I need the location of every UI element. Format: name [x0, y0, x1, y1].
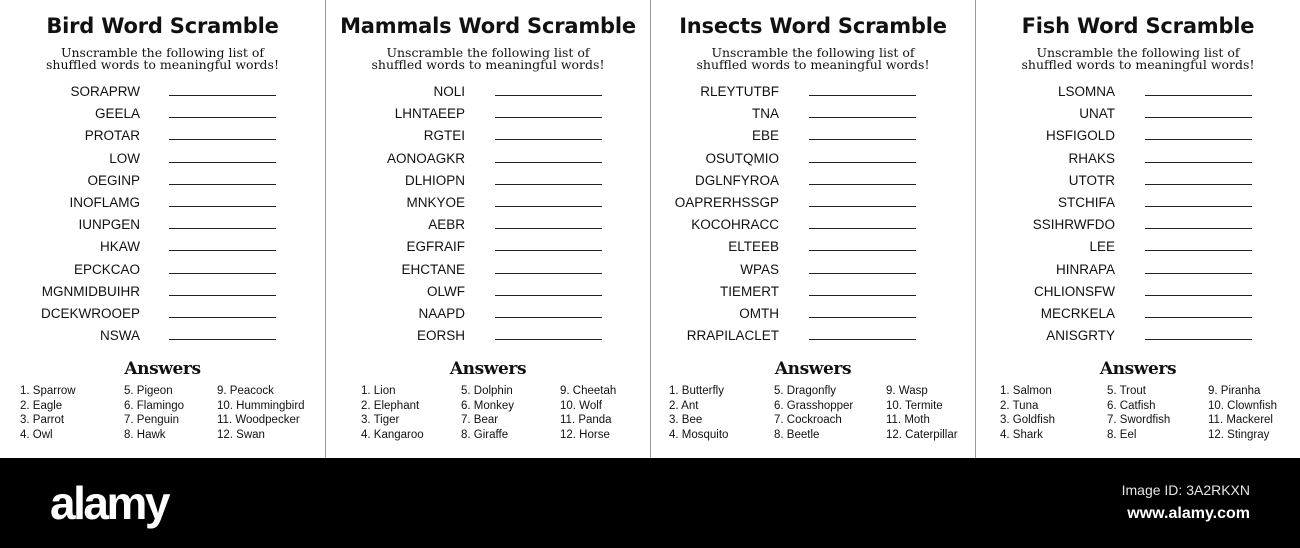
answer-blank-line — [1145, 162, 1252, 163]
scrambled-word: ANISGRTY — [1046, 328, 1115, 344]
answer-column — [1000, 384, 1055, 442]
word-row — [326, 328, 650, 350]
scrambled-word: MNKYOE — [406, 194, 465, 210]
word-row — [326, 217, 650, 239]
scrambled-word-list — [0, 84, 325, 350]
answer-item: 1. Lion — [361, 385, 396, 397]
scrambled-word: EPCKCAO — [73, 261, 140, 277]
word-row — [651, 84, 975, 106]
panel-instructions: Unscramble the following list of shuffled words to meaningful words! — [46, 45, 279, 72]
scrambled-word: OSUTQMIO — [705, 150, 779, 166]
answer-blank-line — [809, 228, 916, 229]
answer-blank-line — [495, 228, 602, 229]
scrambled-word: OMTH — [739, 305, 779, 321]
scrambled-word: OAPRERHSSGP — [674, 194, 779, 210]
answer-blank-line — [169, 295, 276, 296]
answer-item: 3. Tiger — [361, 414, 400, 427]
answer-blank-line — [169, 162, 276, 163]
answer-item: 10. Clownfish — [1208, 399, 1278, 412]
answer-blank-line — [495, 206, 602, 207]
image-id-label: Image ID: 3A2RKXN — [1121, 482, 1250, 498]
answer-column — [1208, 384, 1277, 442]
word-row — [326, 262, 650, 284]
answer-blank-line — [495, 117, 602, 118]
answer-item: 8. Giraffe — [461, 428, 509, 441]
answer-item: 2. Eagle — [20, 399, 63, 412]
answer-blank-line — [809, 250, 916, 251]
scrambled-word: LHNTAEEP — [394, 106, 465, 122]
word-row — [651, 151, 975, 173]
word-row — [326, 239, 650, 261]
answer-blank-line — [169, 206, 276, 207]
answer-blank-line — [1145, 95, 1252, 96]
word-row — [0, 262, 325, 284]
answer-blank-line — [1145, 250, 1252, 251]
answer-column — [1107, 384, 1170, 442]
answer-item: 7. Penguin — [124, 414, 179, 427]
word-row — [0, 239, 325, 261]
scrambled-word: DLHIOPN — [404, 172, 465, 188]
panel-instructions: Unscramble the following list of shuffled words to meaningful words! — [1021, 45, 1255, 72]
word-row — [326, 195, 650, 217]
answer-blank-line — [169, 139, 276, 140]
scrambled-word: NAAPD — [418, 305, 465, 321]
panel-title: Fish Word Scramble — [1021, 14, 1255, 38]
scrambled-word: RGTEI — [423, 128, 465, 144]
answer-blank-line — [809, 139, 916, 140]
answer-blank-line — [809, 295, 916, 296]
answer-item: 2. Ant — [669, 399, 699, 412]
scrambled-word: ELTEEB — [728, 239, 779, 255]
answer-blank-line — [809, 117, 916, 118]
scrambled-word-list — [976, 84, 1300, 350]
answer-item: 12. Swan — [217, 428, 265, 441]
alamy-logo: alamy — [50, 477, 168, 529]
scrambled-word: UNAT — [1079, 106, 1115, 122]
answer-item: 12. Stingray — [1208, 428, 1270, 441]
answer-item: 4. Mosquito — [669, 428, 729, 441]
scrambled-word: MECRKELA — [1040, 305, 1115, 321]
answer-item: 1. Butterfly — [669, 385, 724, 397]
answer-item: 11. Mackerel — [1208, 414, 1273, 427]
scrambled-word: AONOAGKR — [386, 150, 465, 166]
answer-item: 8. Eel — [1107, 428, 1137, 441]
site-url: www.alamy.com — [1127, 505, 1250, 522]
word-row — [326, 106, 650, 128]
scrambled-word: DCEKWROOEP — [40, 305, 140, 321]
word-row — [976, 284, 1300, 306]
answer-blank-line — [495, 95, 602, 96]
panel-instructions: Unscramble the following list of shuffled words to meaningful words! — [696, 45, 930, 72]
answer-item: 7. Swordfish — [1107, 414, 1171, 427]
answer-item: 10. Wolf — [560, 399, 602, 412]
scrambled-word: EBE — [751, 128, 779, 144]
scrambled-word: WPAS — [740, 261, 779, 277]
panel-instructions: Unscramble the following list of shuffled words to meaningful words! — [371, 45, 605, 72]
answer-blank-line — [169, 273, 276, 274]
scrambled-word: LEE — [1089, 239, 1115, 255]
answer-item: 8. Hawk — [124, 428, 166, 441]
answer-column — [124, 384, 184, 442]
answer-item: 5. Dolphin — [461, 385, 513, 397]
answers-heading: Answers — [1099, 359, 1177, 379]
stock-watermark-bar — [0, 458, 1300, 548]
answer-blank-line — [495, 184, 602, 185]
answer-column — [20, 384, 76, 442]
word-row — [651, 106, 975, 128]
word-row — [651, 173, 975, 195]
scrambled-word: OEGINP — [87, 172, 140, 188]
word-row — [976, 151, 1300, 173]
answer-column — [217, 384, 305, 442]
word-row — [0, 151, 325, 173]
word-row — [976, 239, 1300, 261]
answer-blank-line — [1145, 317, 1252, 318]
answer-item: 3. Bee — [669, 414, 703, 427]
word-row — [651, 128, 975, 150]
scrambled-word: SSIHRWFDO — [1032, 217, 1115, 233]
answer-item: 11. Woodpecker — [217, 414, 300, 427]
answer-item: 12. Horse — [560, 428, 610, 441]
fish-scramble-panel — [975, 0, 1300, 458]
scrambled-word: AEBR — [428, 217, 465, 233]
answer-blank-line — [495, 139, 602, 140]
scrambled-word: PROTAR — [84, 128, 140, 144]
word-row — [0, 106, 325, 128]
answer-column — [361, 384, 424, 442]
scrambled-word: STCHIFA — [1057, 194, 1115, 210]
scrambled-word: MGNMIDBUIHR — [41, 283, 140, 299]
scrambled-word: RLEYTUTBF — [700, 84, 779, 99]
answer-item: 6. Grasshopper — [774, 399, 854, 412]
answer-blank-line — [169, 228, 276, 229]
answer-item: 9. Peacock — [217, 385, 274, 397]
word-row — [326, 84, 650, 106]
word-row — [976, 217, 1300, 239]
answer-blank-line — [495, 273, 602, 274]
answer-blank-line — [169, 339, 276, 340]
answer-blank-line — [1145, 206, 1252, 207]
word-row — [0, 284, 325, 306]
word-row — [651, 239, 975, 261]
scrambled-word: LOW — [109, 150, 140, 166]
answer-item: 9. Piranha — [1208, 385, 1261, 397]
answer-item: 6. Monkey — [461, 399, 515, 412]
answer-blank-line — [169, 250, 276, 251]
answer-blank-line — [495, 339, 602, 340]
answer-item: 9. Wasp — [886, 385, 928, 397]
answer-blank-line — [495, 250, 602, 251]
word-row — [651, 217, 975, 239]
answer-column — [886, 384, 958, 442]
word-row — [976, 84, 1300, 106]
word-row — [976, 306, 1300, 328]
scrambled-word: LSOMNA — [1057, 84, 1115, 99]
bird-scramble-panel — [0, 0, 325, 458]
scrambled-word: EHCTANE — [401, 261, 465, 277]
word-row — [0, 328, 325, 350]
answer-blank-line — [809, 273, 916, 274]
answer-item: 7. Bear — [461, 414, 499, 427]
scrambled-word: TIEMERT — [719, 283, 779, 299]
scrambled-word: OLWF — [427, 283, 465, 299]
answer-blank-line — [809, 206, 916, 207]
word-row — [651, 306, 975, 328]
scrambled-word: CHLIONSFW — [1034, 283, 1115, 299]
panel-title: Mammals Word Scramble — [340, 14, 636, 38]
word-row — [0, 195, 325, 217]
answer-blank-line — [495, 295, 602, 296]
answer-item: 3. Parrot — [20, 414, 65, 427]
word-row — [651, 328, 975, 350]
scrambled-word: RRAPILACLET — [686, 328, 779, 344]
answer-blank-line — [809, 95, 916, 96]
answer-item: 4. Owl — [20, 428, 53, 441]
word-row — [0, 173, 325, 195]
answer-blank-line — [169, 95, 276, 96]
answer-item: 4. Shark — [1000, 428, 1043, 441]
answer-item: 2. Tuna — [1000, 399, 1039, 412]
answer-item: 5. Dragonfly — [774, 385, 837, 397]
word-row — [326, 306, 650, 328]
mammals-scramble-panel — [325, 0, 650, 458]
insects-scramble-panel — [650, 0, 975, 458]
answer-item: 5. Trout — [1107, 385, 1146, 397]
answer-item: 6. Flamingo — [124, 399, 185, 412]
answer-item: 2. Elephant — [361, 399, 420, 412]
answer-item: 4. Kangaroo — [361, 428, 424, 441]
answer-item: 10. Hummingbird — [217, 399, 305, 412]
scrambled-word: NSWA — [100, 328, 140, 344]
answer-blank-line — [809, 162, 916, 163]
word-row — [976, 173, 1300, 195]
answer-blank-line — [809, 317, 916, 318]
answer-blank-line — [1145, 184, 1252, 185]
word-row — [976, 262, 1300, 284]
word-row — [976, 106, 1300, 128]
word-row — [326, 128, 650, 150]
answer-item: 6. Catfish — [1107, 399, 1156, 412]
answer-column — [461, 384, 514, 442]
word-row — [651, 284, 975, 306]
word-row — [0, 217, 325, 239]
answer-item: 11. Panda — [560, 414, 612, 427]
answer-blank-line — [1145, 228, 1252, 229]
scrambled-word: HKAW — [100, 239, 140, 255]
answer-item: 11. Moth — [886, 414, 930, 427]
word-row — [326, 151, 650, 173]
scrambled-word: NOLI — [433, 84, 465, 99]
answer-blank-line — [1145, 139, 1252, 140]
word-row — [651, 195, 975, 217]
scrambled-word: INOFLAMG — [69, 194, 140, 210]
scrambled-word: SORAPRW — [70, 84, 140, 99]
answer-item: 1. Salmon — [1000, 385, 1052, 397]
word-row — [976, 328, 1300, 350]
answer-blank-line — [1145, 339, 1252, 340]
word-row — [0, 128, 325, 150]
answer-blank-line — [495, 162, 602, 163]
answer-blank-line — [495, 317, 602, 318]
scrambled-word: EORSH — [416, 328, 465, 344]
answer-blank-line — [169, 317, 276, 318]
answer-column — [774, 384, 853, 442]
answer-item: 10. Termite — [886, 399, 943, 412]
word-row — [0, 84, 325, 106]
answers-heading: Answers — [449, 359, 527, 379]
answer-item: 1. Sparrow — [20, 385, 76, 397]
answer-item: 7. Cockroach — [774, 414, 842, 427]
scrambled-word: DGLNFYROA — [694, 172, 779, 188]
scrambled-word: GEELA — [94, 106, 140, 122]
answer-blank-line — [1145, 117, 1252, 118]
answer-item: 9. Cheetah — [560, 385, 617, 397]
answer-blank-line — [169, 117, 276, 118]
scrambled-word: EGFRAIF — [406, 239, 465, 255]
scrambled-word: UTOTR — [1068, 172, 1115, 188]
answer-item: 8. Beetle — [774, 428, 820, 441]
panel-title: Bird Word Scramble — [46, 14, 279, 38]
word-row — [976, 128, 1300, 150]
answer-blank-line — [1145, 273, 1252, 274]
answer-item: 5. Pigeon — [124, 385, 173, 397]
scrambled-word: TNA — [752, 106, 779, 122]
scrambled-word: HINRAPA — [1055, 261, 1115, 277]
answers-heading: Answers — [774, 359, 852, 379]
panel-title: Insects Word Scramble — [679, 14, 947, 38]
answers-heading: Answers — [124, 359, 201, 379]
answer-blank-line — [809, 184, 916, 185]
scrambled-word-list — [326, 84, 650, 350]
scrambled-word-list — [651, 84, 975, 350]
answer-column — [669, 384, 728, 442]
answer-column — [560, 384, 616, 442]
scrambled-word: HSFIGOLD — [1045, 128, 1115, 144]
scrambled-word: KOCOHRACC — [691, 217, 779, 233]
scrambled-word: RHAKS — [1068, 150, 1115, 166]
word-row — [0, 306, 325, 328]
answer-blank-line — [809, 339, 916, 340]
answer-blank-line — [1145, 295, 1252, 296]
word-row — [651, 262, 975, 284]
word-row — [326, 173, 650, 195]
word-row — [326, 284, 650, 306]
answer-item: 3. Goldfish — [1000, 414, 1055, 427]
answer-item: 12. Caterpillar — [886, 428, 958, 441]
answer-blank-line — [169, 184, 276, 185]
scrambled-word: IUNPGEN — [78, 217, 140, 233]
word-row — [976, 195, 1300, 217]
